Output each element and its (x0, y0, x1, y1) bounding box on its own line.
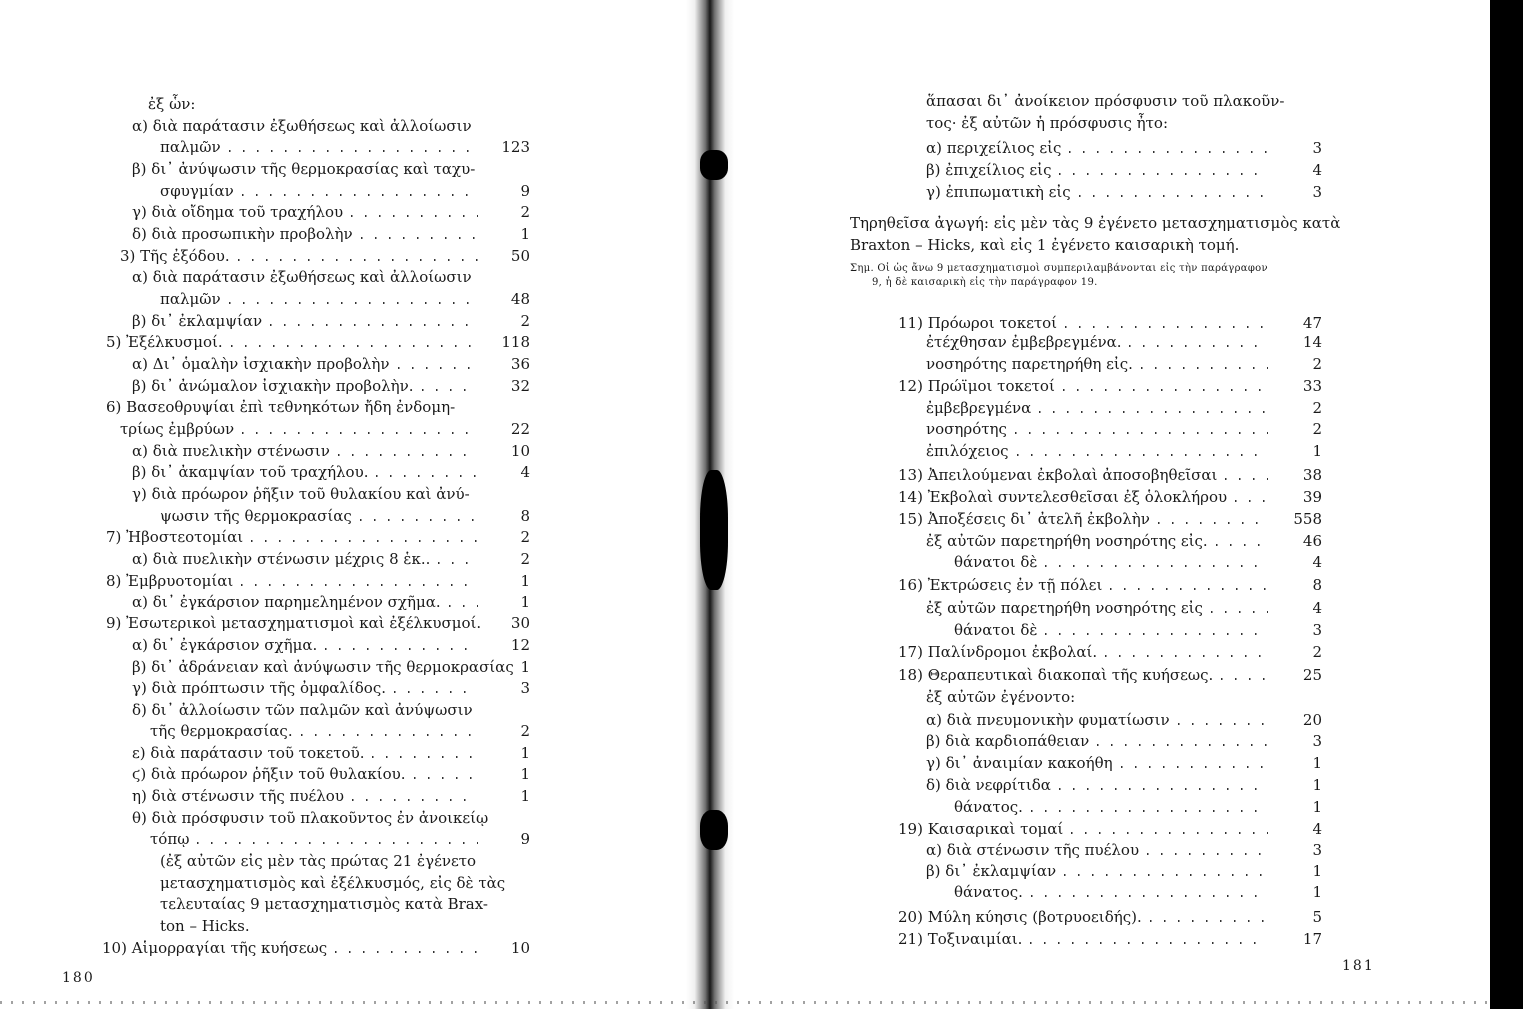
entry-line (150, 720, 530, 742)
entry-count: 558 (1293, 510, 1322, 528)
entry-line (926, 331, 1322, 353)
entry-text: β) δι᾽ ἀνώμαλον ἰσχιακὴν προβολὴν. (132, 377, 414, 395)
entry-line (132, 591, 530, 613)
entry-line (132, 115, 530, 137)
entry-text: α) δι᾽ ἐγκάρσιον σχῆμα. (132, 636, 318, 654)
entry-line (850, 234, 1322, 256)
entry-line (954, 881, 1322, 903)
entry-count: 8 (520, 507, 530, 525)
entry-count: 36 (510, 355, 530, 373)
entry-line (926, 860, 1322, 882)
entry-count: 2 (1312, 420, 1322, 438)
entry-count: 10 (510, 939, 530, 957)
entry-text: ε) διὰ παράτασιν τοῦ τοκετοῦ. (132, 744, 365, 762)
entry-text: τρίως ἐμβρύων (120, 420, 235, 438)
entry-text: ἅπασαι δι᾽ ἀνοίκειον πρόσφυσιν τοῦ πλακοῦν- (926, 92, 1285, 110)
dot-leader (1110, 588, 1268, 590)
entry-count: 2 (520, 550, 530, 568)
dot-leader (414, 777, 478, 779)
entry-line (926, 159, 1322, 181)
entry-text: ἐξ αὐτῶν παρετηρήθη νοσηρότης εἰς (926, 599, 1203, 617)
entry-count: 4 (1312, 820, 1322, 838)
dot-leader (1158, 522, 1268, 524)
scan-edge (1490, 0, 1523, 1009)
entry-line (132, 656, 530, 678)
dot-leader (242, 194, 478, 196)
dot-leader (1178, 723, 1268, 725)
entry-line (898, 928, 1322, 950)
entry-text: ἐξ ὧν: (148, 95, 196, 113)
entry-text: 11) Πρόωροι τοκετοί (898, 314, 1058, 332)
entry-line (898, 574, 1322, 596)
entry-text: δ) διὰ προσωπικὴν προβολὴν (132, 225, 353, 243)
dot-leader (1141, 367, 1268, 369)
entry-count: 3 (520, 679, 530, 697)
dot-leader (301, 734, 478, 736)
entry-line (160, 288, 530, 310)
entry-text: β) ἐπιχείλιος εἰς (926, 161, 1052, 179)
dot-leader (241, 584, 478, 586)
left-page (0, 0, 700, 1009)
dot-leader (325, 648, 478, 650)
entry-count: 1 (520, 765, 530, 783)
dot-leader (242, 432, 478, 434)
entry-text: β) δι᾽ ἐκλαμψίαν (926, 862, 1057, 880)
entry-count: 10 (510, 442, 530, 460)
entry-line (106, 396, 530, 418)
dot-leader (1147, 853, 1268, 855)
entry-line (148, 93, 530, 115)
entry-count: 4 (1312, 553, 1322, 571)
entry-text: ἐξ αὐτῶν παρετηρήθη νοσηρότης εἰς. (926, 532, 1208, 550)
entry-text: 17) Παλίνδρομοι ἐκβολαί. (898, 643, 1098, 661)
entry-count: 9 (520, 830, 530, 848)
entry-count: 1 (520, 744, 530, 762)
dot-leader (376, 475, 478, 477)
dot-leader (352, 799, 478, 801)
dot-leader (1105, 655, 1268, 657)
dot-leader (231, 345, 478, 347)
entry-line (926, 839, 1322, 861)
entry-line (954, 796, 1322, 818)
dot-leader (398, 367, 478, 369)
entry-count: 8 (1312, 576, 1322, 594)
entry-count: 2 (520, 722, 530, 740)
entry-text: α) Δι᾽ ὁμαλὴν ἰσχιακὴν προβολὴν (132, 355, 390, 373)
dot-leader (1015, 432, 1268, 434)
entry-text: γ) δι᾽ ἀναιμίαν κακοήθη (926, 754, 1113, 772)
entry-text: νοσηρότης (926, 420, 1007, 438)
entry-text: θάνατος. (954, 798, 1023, 816)
entry-text: σφυγμίαν (160, 182, 234, 200)
entry-line (926, 686, 1322, 708)
entry-line (898, 664, 1322, 686)
entry-text: α) διὰ παράτασιν ἐξωθήσεως καὶ ἀλλοίωσιν (132, 268, 472, 286)
entry-line (150, 828, 530, 850)
entry-count: 5 (1312, 908, 1322, 926)
entry-text: 21) Τοξιναιμίαι. (898, 930, 1023, 948)
entry-line (102, 937, 530, 959)
entry-line (926, 597, 1322, 619)
dot-leader (361, 237, 478, 239)
entry-line (160, 136, 530, 158)
entry-line (132, 461, 530, 483)
entry-text: Braxton – Hicks, καὶ εἰς 1 ἐγένετο καισαρικὴ τομή. (850, 236, 1240, 254)
dot-leader (1059, 173, 1268, 175)
entry-text: ἐτέχθησαν ἐμβεβρεγμένα. (926, 333, 1122, 351)
dot-leader (270, 324, 478, 326)
entry-text: γ) διὰ πρόωρον ῥῆξιν τοῦ θυλακίου καὶ ἀνύ- (132, 485, 470, 503)
entry-line (926, 709, 1322, 731)
entry-text: β) δι᾽ ἐκλαμψίαν (132, 312, 263, 330)
entry-line (120, 418, 530, 440)
entry-text: α) δι᾽ ἐγκάρσιον παρημελημένον σχῆμα. (132, 593, 441, 611)
entry-line (132, 742, 530, 764)
entry-text: γ) διὰ οἴδημα τοῦ τραχήλου (132, 203, 344, 221)
entry-text: Τηρηθεῖσα ἀγωγή: εἰς μὲν τὰς 9 ἐγένετο μετασχηματισμὸς κατὰ (850, 214, 1341, 232)
dot-leader (449, 605, 478, 607)
dot-leader (1097, 744, 1268, 746)
entry-count: 1 (520, 658, 530, 676)
entry-text: 6) Βασεοθρυψίαι ἐπὶ τεθνηκότων ἤδη ἐνδομη- (106, 398, 456, 416)
dot-leader (229, 302, 478, 304)
entry-line (132, 763, 530, 785)
entry-count: 46 (1302, 532, 1322, 550)
entry-text: Σημ. Οἱ ὡς ἄνω 9 μετασχηματισμοὶ συμπεριλαμβάνονται εἰς τὴν παράγραφον (850, 263, 1268, 274)
dot-leader (1045, 565, 1268, 567)
entry-line (898, 818, 1322, 840)
entry-line (132, 353, 530, 375)
dot-leader (1235, 500, 1268, 502)
entry-count: 39 (1302, 488, 1322, 506)
entry-text: τος· ἐξ αὐτῶν ἡ πρόσφυσις ἦτο: (926, 114, 1168, 132)
entry-count: 33 (1302, 377, 1322, 395)
entry-text: θάνατοι δὲ (954, 553, 1038, 571)
entry-line (160, 180, 530, 202)
entry-text: γ) ἐπιπωματικὴ εἰς (926, 183, 1071, 201)
entry-text: 10) Αἱμορραγίαι τῆς κυήσεως (102, 939, 328, 957)
entry-line (132, 440, 530, 462)
dot-leader (1216, 544, 1268, 546)
entry-text: τελευταίας 9 μετασχηματισμὸς κατὰ Brax- (160, 895, 488, 913)
dot-leader (438, 562, 478, 564)
dot-leader (351, 215, 478, 217)
entry-line (926, 137, 1322, 159)
entry-count: 47 (1302, 314, 1322, 332)
entry-count: 12 (510, 636, 530, 654)
entry-count: 2 (1312, 355, 1322, 373)
entry-text: α) διὰ πυελικὴν στένωσιν μέχρις 8 ἑκ.. (132, 550, 431, 568)
entry-text: ψωσιν τῆς θερμοκρασίας (160, 507, 352, 525)
entry-count: 1 (520, 593, 530, 611)
dot-leader (229, 150, 478, 152)
entry-text: β) δι᾽ ἀκαμψίαν τοῦ τραχήλου. (132, 463, 369, 481)
entry-line (926, 181, 1322, 203)
entry-line (160, 915, 530, 937)
dot-leader (1225, 478, 1268, 480)
entry-count: 118 (501, 333, 530, 351)
entry-text: θάνατοι δὲ (954, 621, 1038, 639)
dot-leader (1031, 895, 1268, 897)
entry-text: β) διὰ καρδιοπάθειαν (926, 732, 1090, 750)
entry-text: νοσηρότης παρετηρήθη εἰς. (926, 355, 1133, 373)
entry-line (898, 906, 1322, 928)
entry-line (872, 276, 1322, 290)
entry-line (926, 440, 1322, 462)
entry-line (132, 785, 530, 807)
dot-leader (372, 756, 478, 758)
entry-text: 19) Καισαρικαὶ τομαί (898, 820, 1064, 838)
entry-count: 2 (1312, 399, 1322, 417)
dot-leader (422, 389, 478, 391)
entry-text: 18) Θεραπευτικαὶ διακοπαὶ τῆς κυήσεως. (898, 666, 1214, 684)
entry-line (926, 353, 1322, 375)
entry-line (926, 752, 1322, 774)
entry-count: 4 (520, 463, 530, 481)
entry-count: 48 (510, 290, 530, 308)
entry-count: 2 (520, 528, 530, 546)
entry-line (160, 850, 530, 872)
entry-line (106, 526, 530, 548)
entry-count: 30 (510, 614, 530, 632)
entry-text: τόπῳ (150, 830, 190, 848)
entry-text: μετασχηματισμὸς καὶ ἐξέλκυσμός, εἰς δὲ τὰς (160, 874, 506, 892)
entry-text: 13) Ἀπειλούμεναι ἐκβολαὶ ἀποσοβηθεῖσαι (898, 466, 1218, 484)
entry-line (106, 612, 530, 634)
entry-text: ἐπιλόχειος (926, 442, 1009, 460)
entry-text: β) δι᾽ ἀδράνειαν καὶ ἀνύψωσιν τῆς θερμοκρασίας (132, 658, 514, 676)
entry-line (132, 201, 530, 223)
entry-count: 14 (1302, 333, 1322, 351)
dot-leader (338, 454, 478, 456)
entry-count: 1 (1312, 862, 1322, 880)
entry-line (926, 418, 1322, 440)
entry-line (132, 158, 530, 180)
right-page (700, 0, 1490, 1009)
entry-line (106, 570, 530, 592)
entry-text: 9) Ἐσωτερικοὶ μετασχηματισμοὶ καὶ ἐξέλκυσμοί. (106, 614, 482, 632)
entry-text: 12) Πρώϊμοι τοκετοί (898, 377, 1055, 395)
entry-line (926, 397, 1322, 419)
dot-leader (1045, 633, 1268, 635)
entry-count: 3 (1312, 183, 1322, 201)
entry-text: 5) Ἐξέλκυσμοί. (106, 333, 223, 351)
entry-text: α) διὰ παράτασιν ἐξωθήσεως καὶ ἀλλοίωσιν (132, 117, 472, 135)
dot-leader (1031, 810, 1268, 812)
entry-text: α) διὰ στένωσιν τῆς πυέλου (926, 841, 1140, 859)
entry-text: 9, ἡ δὲ καισαρικὴ εἰς τὴν παράγραφον 19. (872, 277, 1098, 288)
entry-count: 1 (1312, 883, 1322, 901)
entry-text: ton – Hicks. (160, 917, 250, 935)
dot-leader (1069, 151, 1268, 153)
page-number-right: 181 (1342, 958, 1375, 974)
entry-text: α) διὰ πυελικὴν στένωσιν (132, 442, 330, 460)
entry-line (132, 548, 530, 570)
entry-text: 7) Ἠβοστεοτομίαι (106, 528, 244, 546)
entry-line (850, 212, 1341, 234)
entry-count: 1 (520, 787, 530, 805)
entry-count: 9 (520, 182, 530, 200)
entry-line (850, 262, 1322, 276)
entry-count: 123 (501, 138, 530, 156)
dot-leader (1059, 788, 1268, 790)
entry-line (898, 375, 1322, 397)
entry-line (954, 551, 1322, 573)
entry-count: 25 (1302, 666, 1322, 684)
entry-count: 1 (520, 225, 530, 243)
entry-text: α) διὰ πνευμονικὴν φυματίωσιν (926, 711, 1170, 729)
entry-count: 50 (510, 247, 530, 265)
entry-count: 32 (510, 377, 530, 395)
entry-line (132, 634, 530, 656)
dot-leader (1129, 345, 1268, 347)
entry-line (120, 245, 530, 267)
entry-line (898, 464, 1322, 486)
entry-text: δ) διὰ νεφρίτιδα (926, 776, 1051, 794)
entry-count: 3 (1312, 139, 1322, 157)
dot-leader (1121, 766, 1268, 768)
entry-text: η) διὰ στένωσιν τῆς πυέλου (132, 787, 344, 805)
entry-line (926, 730, 1322, 752)
entry-count: 1 (520, 572, 530, 590)
entry-count: 17 (1302, 930, 1322, 948)
entry-line (926, 774, 1322, 796)
entry-line (898, 641, 1322, 663)
entry-line (160, 505, 530, 527)
entry-text: θάνατος. (954, 883, 1023, 901)
page-number-left: 180 (62, 970, 95, 986)
entry-count: 3 (1312, 841, 1322, 859)
entry-text: τῆς θερμοκρασίας. (150, 722, 293, 740)
dot-leader (251, 540, 478, 542)
entry-text: παλμῶν (160, 138, 221, 156)
entry-text: θ) διὰ πρόσφυσιν τοῦ πλακοῦντος ἐν ἀνοικείῳ (132, 809, 489, 827)
dot-leader (1064, 874, 1268, 876)
entry-text: 8) Ἐμβρυοτομίαι (106, 572, 234, 590)
entry-text: 15) Ἀποξέσεις δι᾽ ἀτελῆ ἐκβολὴν (898, 510, 1150, 528)
entry-line (132, 483, 530, 505)
entry-count: 22 (510, 420, 530, 438)
dot-leader (1150, 920, 1268, 922)
dot-leader (1063, 389, 1268, 391)
entry-line (926, 112, 1322, 134)
entry-line (132, 375, 530, 397)
entry-line (132, 310, 530, 332)
dot-leader (1017, 454, 1268, 456)
entry-line (898, 508, 1322, 530)
entry-count: 2 (520, 203, 530, 221)
dot-leader (335, 951, 478, 953)
dot-leader (360, 519, 478, 521)
entry-text: ἐμβεβρεγμένα (926, 399, 1032, 417)
entry-line (160, 872, 530, 894)
entry-line (898, 486, 1322, 508)
entry-count: 2 (520, 312, 530, 330)
dot-leader (394, 691, 478, 693)
dot-leader (197, 842, 478, 844)
entry-text: 20) Μύλη κύησις (βοτρυοειδής). (898, 908, 1142, 926)
entry-line (132, 699, 530, 721)
entry-count: 2 (1312, 643, 1322, 661)
dot-leader (1221, 678, 1268, 680)
dot-leader (1071, 832, 1268, 834)
entry-line (926, 90, 1322, 112)
dot-leader (1079, 195, 1268, 197)
entry-text: ϛ) διὰ πρόωρον ῥῆξιν τοῦ θυλακίου. (132, 765, 406, 783)
entry-text: παλμῶν (160, 290, 221, 308)
entry-line (926, 530, 1322, 552)
entry-text: δ) δι᾽ ἀλλοίωσιν τῶν παλμῶν καὶ ἀνύψωσιν (132, 701, 473, 719)
dot-leader (238, 259, 478, 261)
entry-line (132, 807, 530, 829)
entry-text: α) περιχείλιος εἰς (926, 139, 1062, 157)
entry-count: 1 (1312, 798, 1322, 816)
entry-text: 16) Ἐκτρώσεις ἐν τῇ πόλει (898, 576, 1103, 594)
dot-leader (1211, 611, 1268, 613)
entry-text: 14) Ἐκβολαὶ συντελεσθεῖσαι ἐξ ὁλοκλήρου (898, 488, 1228, 506)
entry-count: 1 (1312, 442, 1322, 460)
entry-text: 3) Τῆς ἐξόδου. (120, 247, 230, 265)
entry-line (132, 223, 530, 245)
dot-leader (1039, 411, 1268, 413)
entry-line (954, 619, 1322, 641)
entry-text: γ) διὰ πρόπτωσιν τῆς ὀμφαλίδος. (132, 679, 386, 697)
entry-count: 20 (1302, 711, 1322, 729)
entry-text: ἐξ αὐτῶν ἐγένοντο: (926, 688, 1076, 706)
dot-leader (1065, 326, 1268, 328)
entry-text: β) δι᾽ ἀνύψωσιν τῆς θερμοκρασίας καὶ ταχυ- (132, 160, 476, 178)
entry-count: 38 (1302, 466, 1322, 484)
entry-line (160, 893, 530, 915)
entry-count: 3 (1312, 732, 1322, 750)
dot-leader (1030, 942, 1268, 944)
entry-count: 4 (1312, 161, 1322, 179)
entry-line (132, 266, 530, 288)
entry-line (132, 677, 530, 699)
entry-count: 1 (1312, 754, 1322, 772)
entry-count: 1 (1312, 776, 1322, 794)
entry-count: 4 (1312, 599, 1322, 617)
entry-line (106, 331, 530, 353)
entry-text: (ἐξ αὐτῶν εἰς μὲν τὰς πρώτας 21 ἐγένετο (160, 852, 477, 870)
entry-count: 3 (1312, 621, 1322, 639)
